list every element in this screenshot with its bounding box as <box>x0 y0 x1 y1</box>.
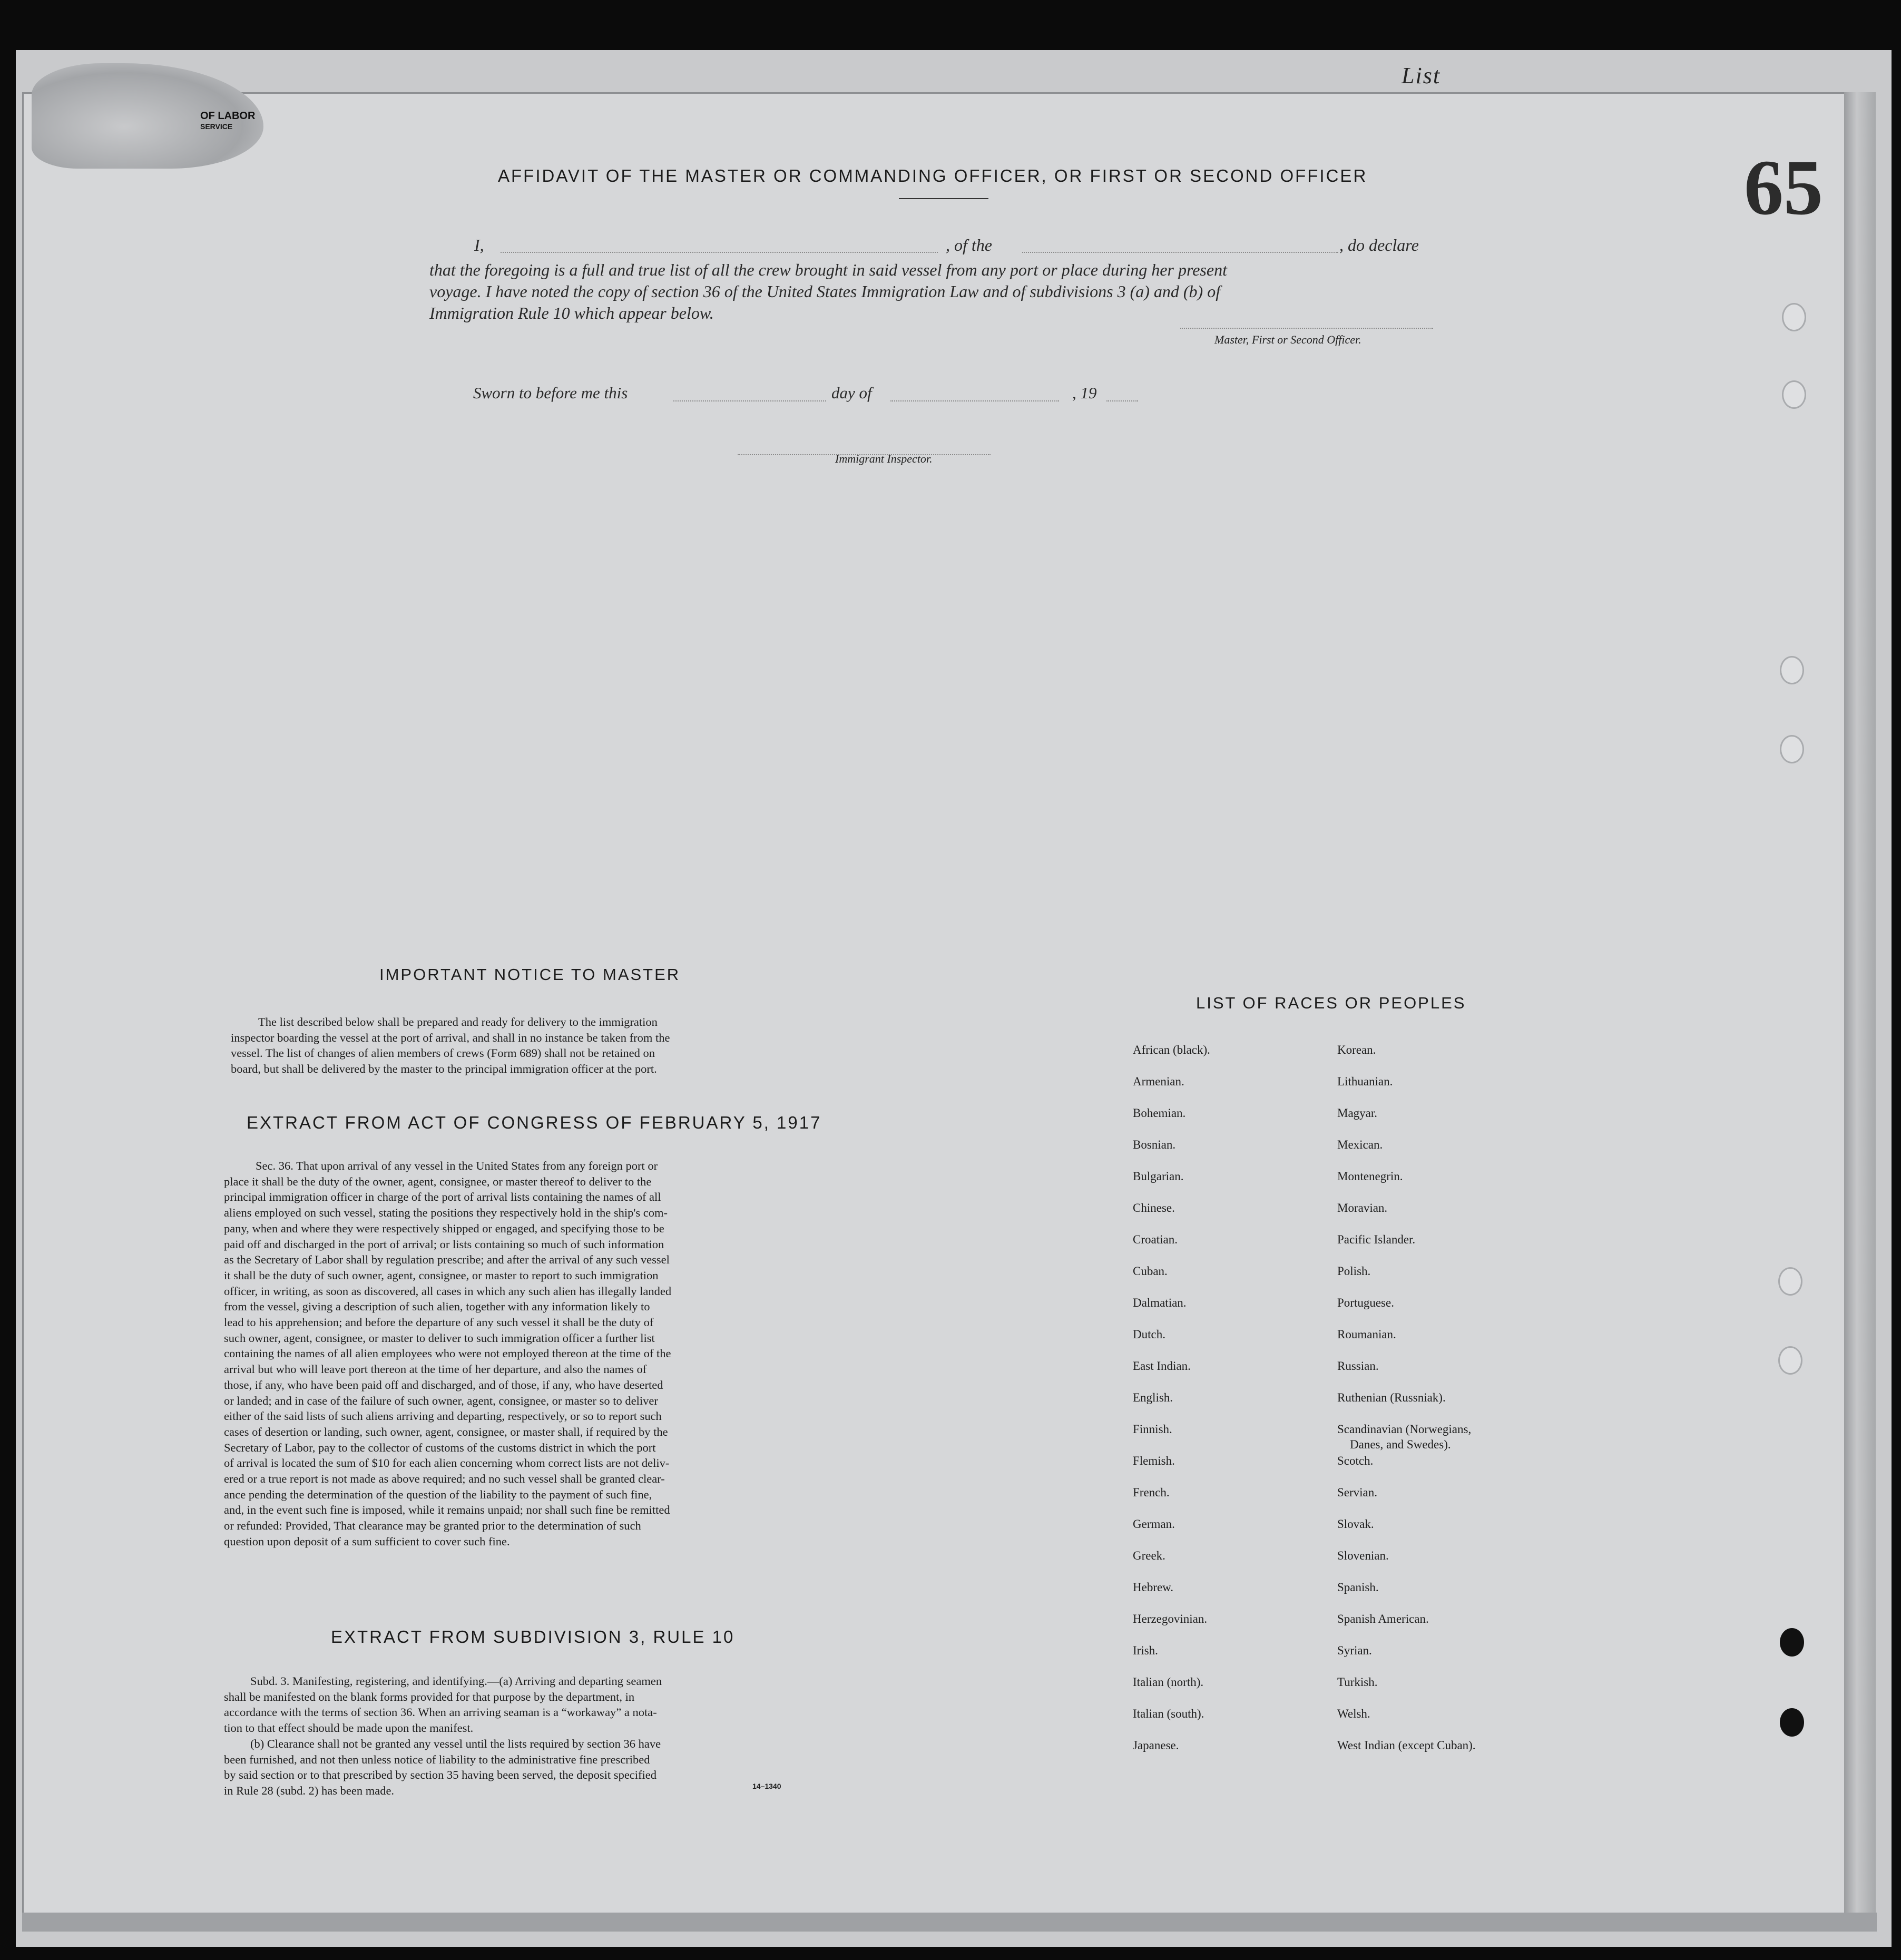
race-item: Lithuanian. <box>1337 1075 1393 1088</box>
page-edge <box>1844 92 1876 1920</box>
notice-text: The list described below shall be prepared and ready for delivery to the immigration inspector boarding the vessel at the port of arrival, and shall in no instance be taken from the vessel. The list of changes of alien members of crews (Form 689) shall not be retained on board, but shall be delivered by the master to the principal immigration officer at the port. <box>231 1015 670 1076</box>
binder-hole <box>1780 1628 1804 1657</box>
race-item: Spanish. <box>1337 1581 1379 1594</box>
declaration-line: that the foregoing is a full and true list of all the crew brought in said vessel from any port or place during her present <box>429 260 1227 279</box>
binder-hole <box>1778 1346 1802 1375</box>
signature-label: Master, First or Second Officer. <box>1214 333 1361 346</box>
binder-hole <box>1778 1267 1802 1296</box>
rule-title: EXTRACT FROM SUBDIVISION 3, RULE 10 <box>331 1627 735 1647</box>
day-blank[interactable] <box>673 400 826 401</box>
race-item: Montenegrin. <box>1337 1170 1403 1183</box>
race-item: West Indian (except Cuban). <box>1337 1739 1476 1752</box>
rule-text: Subd. 3. Manifesting, registering, and identifying.—(a) Arriving and departing seamen shall be manifested on the blank forms provided for that purpose by the department, in accordance with the terms of section 36. When an arriving seaman is a “workaway” a nota- tion to that effect should be made upon the manifest. (b) Clearance shall not be granted any vessel until the lists required by section 36 have been furnished, and not then unless notice of liability to the administrative fine prescribed by said section or to that prescribed by section 35 having been served, the deposit specified in Rule 28 (subd. 2) has been made. <box>224 1674 662 1797</box>
race-item: Flemish. <box>1133 1454 1175 1467</box>
races-title: LIST OF RACES OR PEOPLES <box>1196 994 1466 1012</box>
race-item: Irish. <box>1133 1644 1158 1657</box>
race-item: African (black). <box>1133 1043 1210 1056</box>
race-item: Roumanian. <box>1337 1328 1396 1341</box>
race-item: German. <box>1133 1517 1175 1531</box>
race-item: Hebrew. <box>1133 1581 1174 1594</box>
race-item: Greek. <box>1133 1549 1165 1562</box>
title-rule <box>899 198 988 199</box>
department-stamp: OF LABOR SERVICE <box>200 110 256 131</box>
race-item: Slovak. <box>1337 1517 1374 1531</box>
inspector-label: Immigrant Inspector. <box>835 452 933 465</box>
race-item: Magyar. <box>1337 1106 1378 1120</box>
race-item-continuation: Danes, and Swedes). <box>1350 1438 1451 1451</box>
race-item: Turkish. <box>1337 1675 1378 1689</box>
binder-hole <box>1780 1708 1804 1737</box>
race-item: Moravian. <box>1337 1201 1388 1214</box>
declaration-do-declare: , do declare <box>1339 236 1419 254</box>
declaration-i: I, <box>474 236 484 254</box>
race-item: Scotch. <box>1337 1454 1374 1467</box>
binder-hole <box>1782 380 1806 409</box>
race-item: Italian (north). <box>1133 1675 1204 1689</box>
race-item: French. <box>1133 1486 1170 1499</box>
vessel-blank[interactable] <box>1022 252 1338 253</box>
page-number-stamp: 65 <box>1744 144 1823 231</box>
race-item: English. <box>1133 1391 1173 1404</box>
act-title: EXTRACT FROM ACT OF CONGRESS OF FEBRUARY 5, 1917 <box>247 1113 822 1132</box>
binder-hole <box>1782 303 1806 331</box>
affidavit-title: AFFIDAVIT OF THE MASTER OR COMMANDING OFFICER, OR FIRST OR SECOND OFFICER <box>498 166 1368 185</box>
notice-title: IMPORTANT NOTICE TO MASTER <box>379 965 681 984</box>
race-item: Ruthenian (Russniak). <box>1337 1391 1446 1404</box>
race-item: Bulgarian. <box>1133 1170 1184 1183</box>
race-item: Dutch. <box>1133 1328 1165 1341</box>
race-item: Mexican. <box>1337 1138 1383 1151</box>
name-blank[interactable] <box>501 252 938 253</box>
race-item: Russian. <box>1337 1359 1379 1373</box>
race-item: Spanish American. <box>1337 1612 1429 1625</box>
tab-label: List <box>1402 63 1441 89</box>
sworn-prefix: Sworn to before me this <box>473 384 628 402</box>
race-item: Pacific Islander. <box>1337 1233 1416 1246</box>
signature-blank[interactable] <box>1180 328 1433 329</box>
act-text: Sec. 36. That upon arrival of any vessel in the United States from any foreign port or place it shall be the duty of the owner, agent, consignee, or master thereof to deliver to the principal immigration officer in charge of the port of arrival lists containing the names of all aliens employed on such vessel, stating the positions they respectively hold in the ship's com- pany, when and where they were respectively shipped or engaged, and specifying those to be paid off and discharged in the port of arrival; or lists containing so much of such information as the Secretary of Labor shall by regulation prescribe; and after the arrival of any such vessel it shall be the duty of such owner, agent, consignee, or master to report to such immigration officer, in writing, as soon as discovered, all cases in which any such alien has illegally landed from the vessel, giving a description of such alien, together with any information likely to lead to his apprehension; and before the departure of any such vessel it shall be the duty of such owner, agent, consignee, or master to deliver to such immigration officer a further list containing the names of all alien employees who were not employed thereon at the time of the arrival but who will leave port thereon at the time of her departure, and also the names of those, if any, who have been paid off and discharged, and of those, if any, who have deserted or landed; and in case of the failure of such owner, agent, consignee, or master so to deliver either of the said lists of such aliens arriving and departing, respectively, or so to report such cases of desertion or landing, such owner, agent, consignee, or master shall, if required by the Secretary of Labor, pay to the collector of customs of the customs district in which the port of arrival is located the sum of $10 for each alien concerning whom correct lists are not deliv- ered or a true report is not made as above required; and no such vessel shall be granted clear- ance pending the determination of the question of the liability to the payment of such fine, and, in the event such fine is imposed, while it remains unpaid; nor shall such fine be remitted or refunded: Provided, That clearance may be granted prior to the determination of such question upon deposit of a sum sufficient to cover such fine. <box>224 1159 672 1548</box>
race-item: Croatian. <box>1133 1233 1178 1246</box>
form-number: 14–1340 <box>752 1782 781 1790</box>
race-item: Welsh. <box>1337 1707 1370 1720</box>
binder-hole <box>1780 656 1804 684</box>
declaration-line: voyage. I have noted the copy of section 36 of the United States Immigration Law and of subdivisions 3 (a) and (b) of <box>429 282 1221 301</box>
race-item: Bohemian. <box>1133 1106 1186 1120</box>
race-item: Japanese. <box>1133 1739 1179 1752</box>
race-item: East Indian. <box>1133 1359 1191 1373</box>
race-item: Chinese. <box>1133 1201 1175 1214</box>
race-item: Herzegovinian. <box>1133 1612 1208 1625</box>
race-item: Portuguese. <box>1337 1296 1394 1309</box>
race-item: Cuban. <box>1133 1265 1168 1278</box>
race-item: Slovenian. <box>1337 1549 1389 1562</box>
race-item: Polish. <box>1337 1265 1371 1278</box>
form-page <box>22 92 1856 1915</box>
race-item: Finnish. <box>1133 1423 1172 1436</box>
month-blank[interactable] <box>890 400 1059 401</box>
declaration-line: Immigration Rule 10 which appear below. <box>429 303 714 322</box>
race-item: Servian. <box>1337 1486 1378 1499</box>
year-blank[interactable] <box>1106 400 1138 401</box>
declaration-of-the: , of the <box>946 236 992 254</box>
race-item: Korean. <box>1337 1043 1376 1056</box>
sworn-day-of: day of <box>831 384 872 402</box>
race-item: Italian (south). <box>1133 1707 1204 1720</box>
binder-hole <box>1780 735 1804 763</box>
race-item: Bosnian. <box>1133 1138 1176 1151</box>
page-bottom-edge <box>22 1913 1877 1932</box>
race-item: Dalmatian. <box>1133 1296 1187 1309</box>
race-item: Scandinavian (Norwegians, <box>1337 1423 1472 1436</box>
sworn-year: , 19 <box>1072 384 1097 402</box>
race-item: Armenian. <box>1133 1075 1184 1088</box>
race-item: Syrian. <box>1337 1644 1372 1657</box>
